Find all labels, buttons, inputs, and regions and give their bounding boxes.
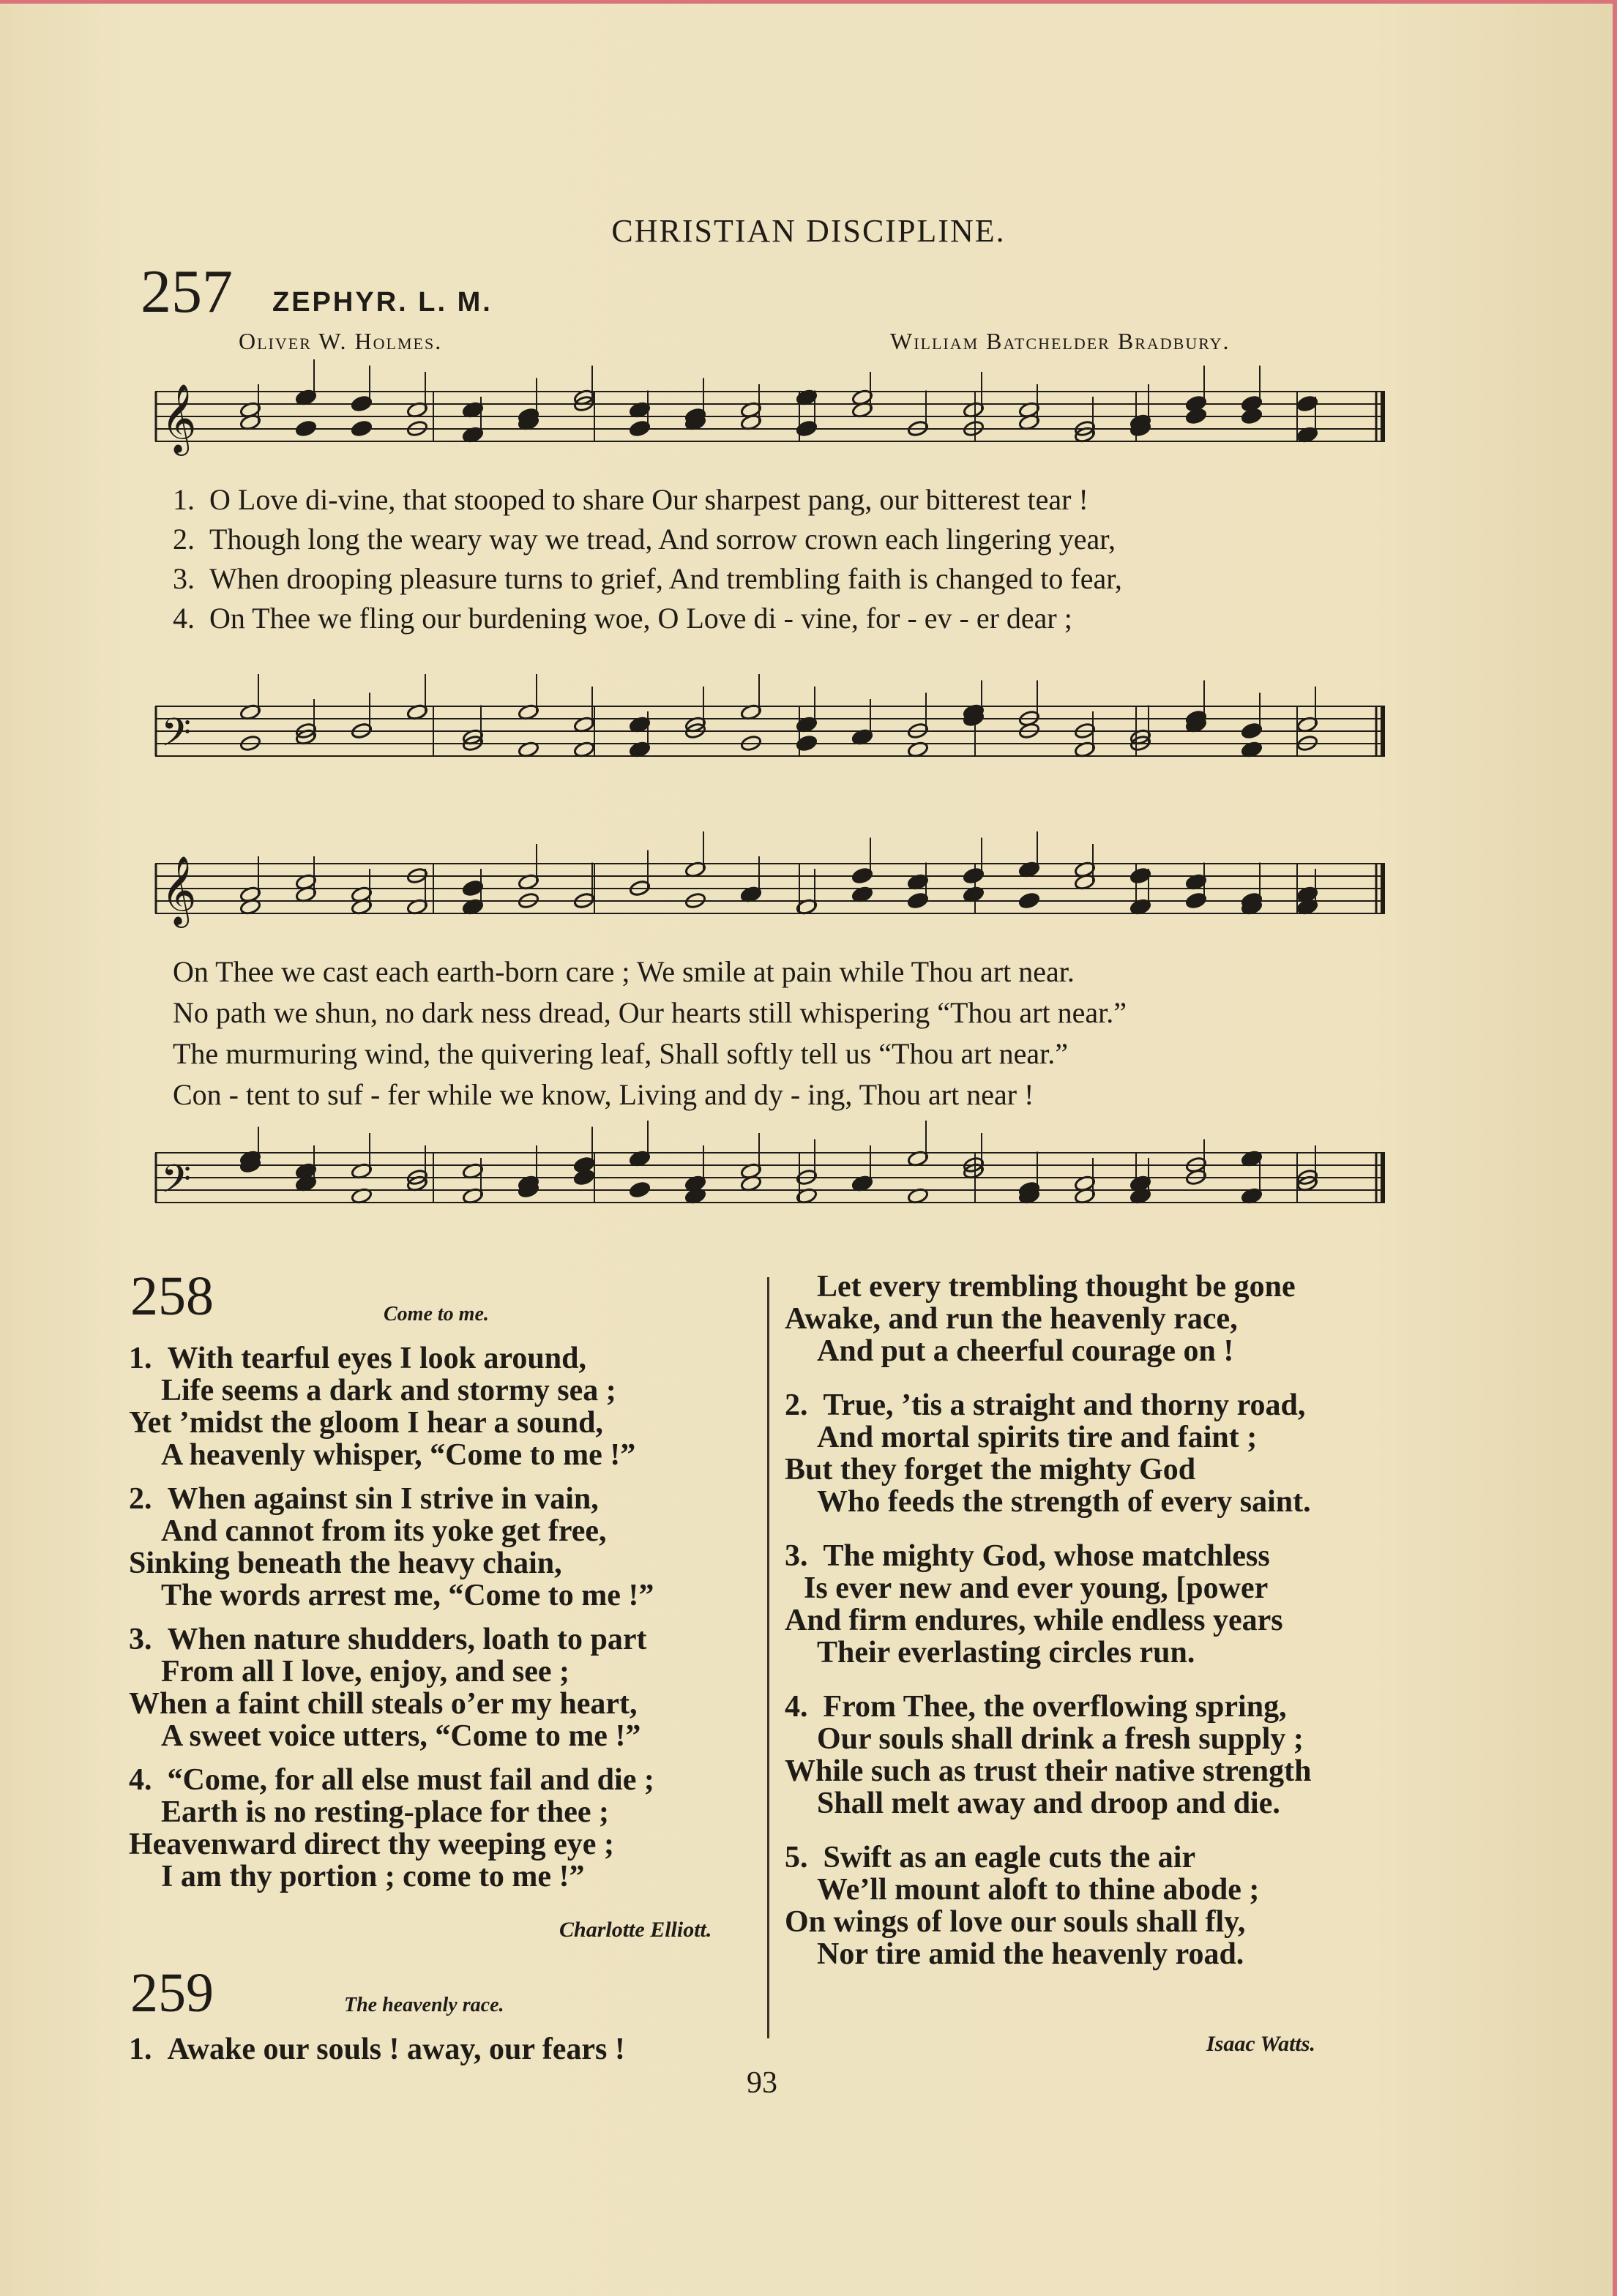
system2-bass-staff [155, 1138, 1385, 1219]
system1-bass-staff [155, 692, 1385, 772]
page-top-edge [0, 0, 1617, 4]
note-head [629, 1181, 651, 1199]
treble-clef-icon: 𝄞 [161, 856, 197, 925]
lyric-line: The murmuring wind, the quivering leaf, Shall softly tell us “Thou art near.” [173, 1037, 1069, 1070]
lyric-line: No path we shun, no dark ness dread, Our hearts still whispering “Thou art near.” [173, 996, 1127, 1029]
note-head [295, 420, 317, 438]
stanza: 4. “Come, for all else must fail and die ; Earth is no resting-place for thee ; Heavenward direct thy weeping eye ; I am thy portion ; come to me !” [129, 1763, 654, 1893]
stanza: 2. True, ’tis a straight and thorny road, And mortal spirits tire and faint ; But they forget the mighty God Who feeds the strength of every saint. [785, 1388, 1311, 1519]
system1-treble-staff [155, 377, 1385, 457]
page-number: 93 [747, 2066, 777, 2100]
note-head [1018, 892, 1040, 910]
stanza: 4. From Thee, the overflowing spring, Our souls shall drink a fresh supply ; While such as trust their native strength Shall melt away and droop and die. [785, 1690, 1312, 1820]
bass-clef-icon: 𝄢 [161, 1157, 192, 1211]
stanza: 3. When nature shudders, loath to part From all I love, enjoy, and see ; When a faint chill steals o’er my heart, A sweet voice utters, “Come to me !” [129, 1623, 647, 1753]
hymn-259-author: Isaac Watts. [1206, 2032, 1315, 2056]
lyric-line: Con - tent to suf - fer while we know, Living and dy - ing, Thou art near ! [173, 1078, 1034, 1111]
lyric-line: 1. O Love di-vine, that stooped to share Our sharpest pang, our bitterest tear ! [173, 483, 1088, 516]
page-right-edge [1613, 0, 1617, 2296]
hymn-259-stanzas [785, 1271, 1400, 1970]
lyric-line: On Thee we cast each earth-born care ; We smile at pain while Thou art near. [173, 955, 1075, 988]
stanza: 3. The mighty God, whose matchless Is ever new and ever young, [power And firm endures, while endless years Their everlasting circles run. [785, 1539, 1283, 1669]
hymn-259-number: 259 [130, 1962, 214, 2024]
lyric-line: 3. When drooping pleasure turns to grief, And trembling faith is changed to fear, [173, 562, 1122, 595]
stanza: 2. When against sin I strive in vain, And cannot from its yoke get free, Sinking beneath the heavy chain, The words arrest me, “Come to me !” [129, 1482, 654, 1612]
hymn-259-first-line: 1. Awake our souls ! away, our fears ! [129, 2033, 625, 2066]
stanza: 5. Swift as an eagle cuts the air We’ll mount aloft to thine abode ; On wings of love our souls shall fly, Nor tire amid the heavenly road. [785, 1841, 1260, 1971]
system1-lyrics [173, 480, 1388, 638]
hymn-258-title: Come to me. [384, 1303, 489, 1325]
hymn-257-number: 257 [141, 258, 233, 326]
system2-lyrics [173, 951, 1388, 1115]
treble-clef-icon: 𝄞 [161, 384, 197, 453]
hymn-257-author: Oliver W. Holmes. [239, 328, 443, 354]
system2-treble-staff [155, 849, 1385, 930]
stanza: 1. With tearful eyes I look around, Life seems a dark and stormy sea ; Yet ’midst the gloom I hear a sound, A heavenly whisper, “Come to me !” [129, 1342, 636, 1472]
lyric-line: 2. Though long the weary way we tread, And sorrow crown each lingering year, [173, 523, 1116, 556]
hymn-257-composer: William Batchelder Bradbury. [890, 328, 1231, 354]
column-divider [767, 1277, 769, 2038]
hymn-258-stanzas [129, 1342, 758, 1893]
hymn-259-title: The heavenly race. [344, 1994, 504, 2016]
stanza-continuation: Let every trembling thought be gone Awake, and run the heavenly race, And put a cheerful courage on ! [785, 1270, 1296, 1368]
lyric-line: 4. On Thee we fling our burdening woe, O Love di - vine, for - ev - er dear ; [173, 602, 1072, 635]
running-head: CHRISTIAN DISCIPLINE. [611, 213, 1006, 249]
hymn-258-author: Charlotte Elliott. [559, 1918, 712, 1942]
bass-clef-icon: 𝄢 [161, 711, 192, 765]
hymn-258-number: 258 [130, 1265, 214, 1327]
note-head [351, 420, 373, 438]
hymn-257-tune: ZEPHYR. L. M. [272, 287, 493, 318]
